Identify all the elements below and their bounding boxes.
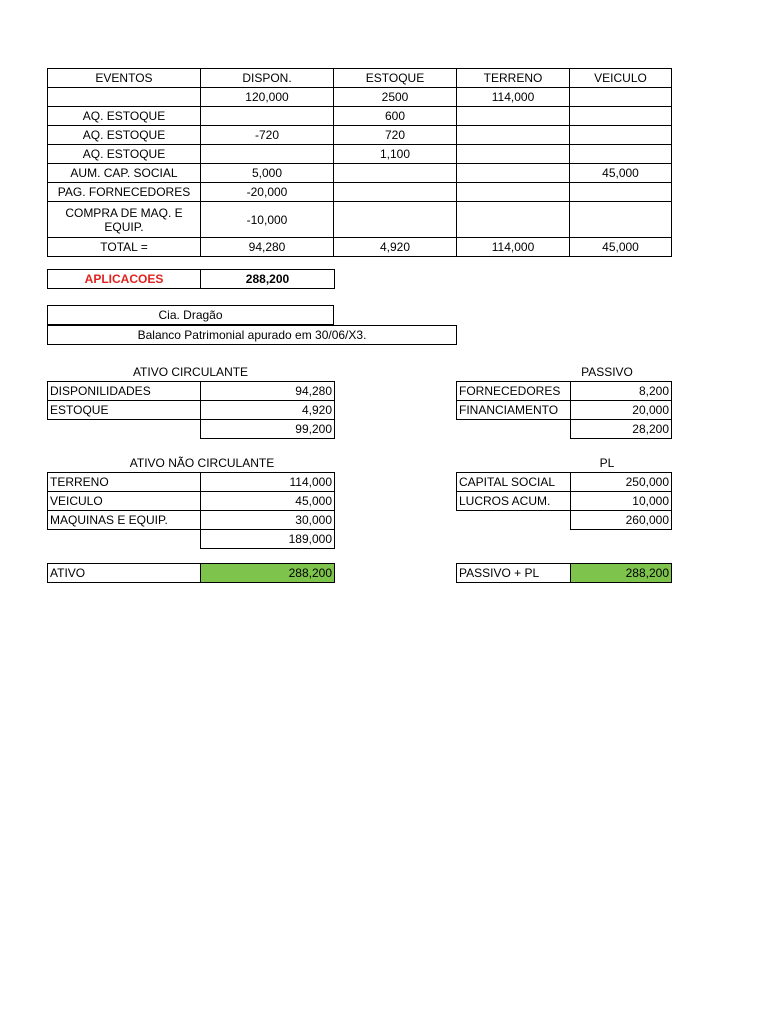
cell-terreno (457, 107, 570, 126)
subtotal-row (48, 420, 335, 439)
passivo-table (456, 381, 672, 439)
passivo-pl-total-table (456, 563, 672, 583)
account-value: 45,000 (201, 492, 335, 511)
cell-evento: AQ. ESTOQUE (48, 107, 201, 126)
ativo-total-label: ATIVO (48, 564, 201, 583)
table-row (48, 473, 335, 492)
ativo-total-value: 288,200 (201, 564, 335, 583)
events-header-row (48, 69, 672, 88)
ativo-circulante-table (47, 381, 335, 439)
cell-dispon (201, 145, 334, 164)
aplicacoes-label: APLICACOES (48, 270, 201, 289)
account-value: 20,000 (571, 401, 672, 420)
cell-evento: AUM. CAP. SOCIAL (48, 164, 201, 183)
cell-dispon: 5,000 (201, 164, 334, 183)
cell-dispon (201, 107, 334, 126)
total-estoque: 4,920 (334, 238, 457, 257)
table-row (48, 145, 672, 164)
table-row (48, 382, 335, 401)
passivo-title: PASSIVO (581, 365, 633, 379)
table-row (48, 164, 672, 183)
cell-veiculo (570, 126, 672, 145)
cell-dispon: 120,000 (201, 88, 334, 107)
total-veiculo: 45,000 (570, 238, 672, 257)
table-row (457, 382, 672, 401)
cell-veiculo: 45,000 (570, 164, 672, 183)
balance-sheet-title: Balanco Patrimonial apurado em 30/06/X3. (47, 325, 457, 345)
header-eventos: EVENTOS (48, 69, 201, 88)
account-label: DISPONILIDADES (48, 382, 201, 401)
passivo-pl-total-value: 288,200 (571, 564, 672, 583)
table-row (48, 107, 672, 126)
cell-dispon: -10,000 (201, 202, 334, 238)
cell-estoque: 1,100 (334, 145, 457, 164)
pl-table (456, 472, 672, 530)
total-terreno: 114,000 (457, 238, 570, 257)
account-label: VEICULO (48, 492, 201, 511)
account-label: FORNECEDORES (457, 382, 571, 401)
aplicacoes-table (47, 269, 335, 289)
account-value: 4,920 (201, 401, 335, 420)
ativo-circulante-title: ATIVO CIRCULANTE (132, 365, 249, 379)
account-value: 8,200 (571, 382, 672, 401)
cell-estoque (334, 164, 457, 183)
table-row (457, 473, 672, 492)
cell-evento: AQ. ESTOQUE (48, 145, 201, 164)
cell-estoque (334, 202, 457, 238)
header-terreno: TERRENO (457, 69, 570, 88)
cell-veiculo (570, 107, 672, 126)
passivo-pl-total-label: PASSIVO + PL (457, 564, 571, 583)
table-row (48, 88, 672, 107)
cell-terreno (457, 202, 570, 238)
cell-terreno (457, 145, 570, 164)
account-label: FINANCIAMENTO (457, 401, 571, 420)
header-estoque: ESTOQUE (334, 69, 457, 88)
account-label: CAPITAL SOCIAL (457, 473, 571, 492)
account-label: MAQUINAS E EQUIP. (48, 511, 201, 530)
account-label: LUCROS ACUM. (457, 492, 571, 511)
aplicacoes-value: 288,200 (201, 270, 335, 289)
company-name: Cia. Dragão (47, 305, 334, 325)
account-value: 114,000 (201, 473, 335, 492)
ativo-nao-circulante-subtotal: 189,000 (201, 530, 335, 549)
cell-estoque: 600 (334, 107, 457, 126)
header-veiculo: VEICULO (570, 69, 672, 88)
cell-terreno (457, 164, 570, 183)
cell-estoque (334, 183, 457, 202)
account-label: TERRENO (48, 473, 201, 492)
account-value: 94,280 (201, 382, 335, 401)
cell-evento: COMPRA DE MAQ. E EQUIP. (48, 202, 201, 238)
account-value: 30,000 (201, 511, 335, 530)
table-row (457, 401, 672, 420)
pl-title: PL (599, 456, 615, 470)
pl-subtotal: 260,000 (571, 511, 672, 530)
ativo-nao-circulante-table (47, 472, 335, 549)
cell-veiculo (570, 88, 672, 107)
account-value: 10,000 (571, 492, 672, 511)
cell-evento (48, 88, 201, 107)
table-row (457, 492, 672, 511)
cell-dispon: -720 (201, 126, 334, 145)
cell-evento: AQ. ESTOQUE (48, 126, 201, 145)
cell-veiculo (570, 145, 672, 164)
cell-terreno (457, 183, 570, 202)
ativo-total-table (47, 563, 335, 583)
table-row (48, 183, 672, 202)
events-table (47, 68, 672, 257)
total-dispon: 94,280 (201, 238, 334, 257)
cell-terreno (457, 126, 570, 145)
table-row (48, 511, 335, 530)
account-value: 250,000 (571, 473, 672, 492)
subtotal-row (457, 511, 672, 530)
cell-dispon: -20,000 (201, 183, 334, 202)
cell-estoque: 2500 (334, 88, 457, 107)
cell-evento: PAG. FORNECEDORES (48, 183, 201, 202)
table-row (48, 401, 335, 420)
passivo-subtotal: 28,200 (571, 420, 672, 439)
header-dispon: DISPON. (201, 69, 334, 88)
table-row (48, 492, 335, 511)
cell-veiculo (570, 183, 672, 202)
total-label: TOTAL = (48, 238, 201, 257)
cell-terreno: 114,000 (457, 88, 570, 107)
ativo-nao-circulante-title: ATIVO NÃO CIRCULANTE (129, 456, 275, 470)
account-label: ESTOQUE (48, 401, 201, 420)
ativo-circulante-subtotal: 99,200 (201, 420, 335, 439)
total-row (48, 238, 672, 257)
cell-veiculo (570, 202, 672, 238)
cell-estoque: 720 (334, 126, 457, 145)
subtotal-row (457, 420, 672, 439)
subtotal-row (48, 530, 335, 549)
table-row (48, 126, 672, 145)
table-row (48, 202, 672, 238)
